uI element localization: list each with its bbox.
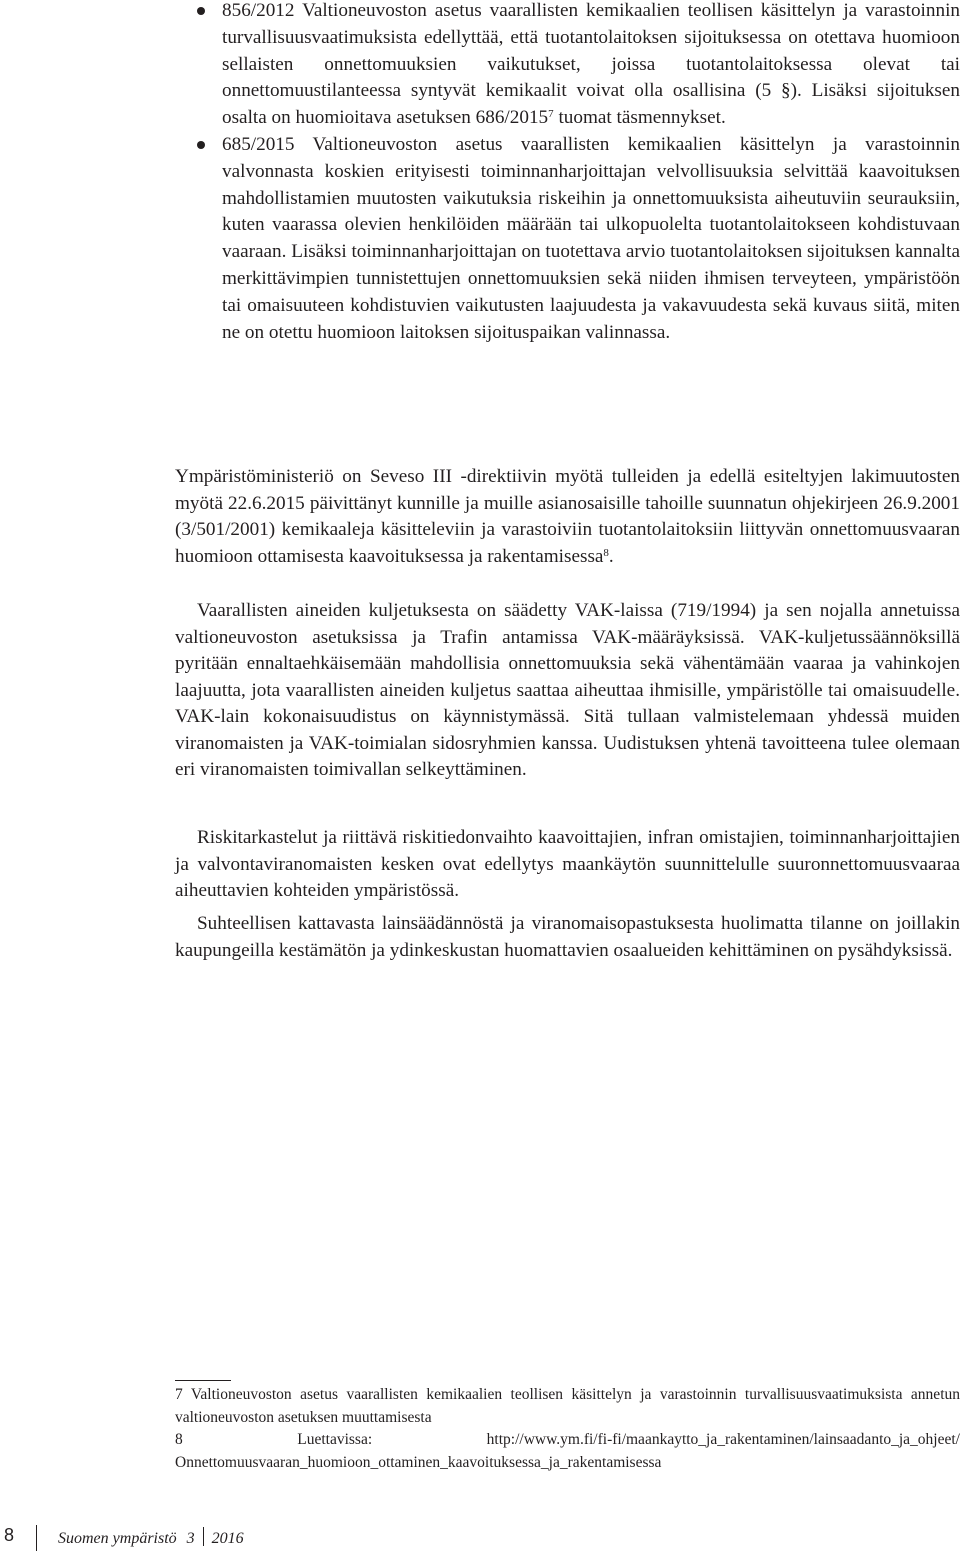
list-item-text: 856/2012 Valtioneuvoston asetus vaarallisten kemikaalien teollisen käsittelyn ja varastoinnin turvallisuusvaatimuksista edellyttää, että tuotantolaitoksen sijoituksessa on otettava huomioon sellaisten onnettomuuksien vaikutukset, joissa tuotantolaitoksessa olevat tai onnettomuustilanteessa syntyvät kemikaalit voivat olla osallisina (5 §). Lisäksi sijoituksen osalta on huomioitava asetuksen 686/2015 (222, 0, 960, 129)
issue-number: 3 (186, 1530, 195, 1547)
body-paragraph: Suhteellisen kattavasta lainsäädännöstä ja viranomaisopastuksesta huolimatta tilanne on joillakin kaupungeilla kestämätön ja ydinkeskustan huomattavien osaalueiden kehittäminen on pysähdyksissä. (175, 913, 960, 961)
footer-divider (36, 1525, 37, 1551)
list-item (175, 0, 960, 132)
bullet-icon (197, 141, 205, 149)
footnote-ref[interactable]: 8 (603, 546, 609, 559)
footnotes (175, 1384, 960, 1474)
body-paragraph: Vaarallisten aineiden kuljetuksesta on säädetty VAK-laissa (719/1994) ja sen nojalla annetuissa valtioneuvoston asetuksissa ja Trafin antamissa VAK-määräyksissä. VAK-kuljetussäännöksillä pyritään ennaltaehkäisemään mahdollisia onnettomuuksia sekä vähentämään vaaraa ja vahinkojen laajuutta, jota vaarallisten aineiden kuljetus saattaa aiheuttaa ihmisille, ympäristölle tai omaisuudelle. VAK-lain kokonaisuudistus on käynnistymässä. Sitä tullaan valmistelemaan yhdessä muiden viranomaisten ja VAK-toimialan sidosryhmien kanssa. Uudistuksen yhtenä tavoitteena tulee olemaan eri viranomaisten toimivallan selkeyttäminen. (175, 600, 960, 780)
footnote-ref[interactable]: 7 (548, 108, 554, 121)
paragraph-text: Ympäristöministeriö on Seveso III -direktiivin myötä tulleiden ja edellä esiteltyjen lakimuutosten myötä 22.6.2015 päivittänyt kunnille ja muille asianosaisille tahoille suunnatun ohjekirjeen 26.9.2001 (3/501/2001) kemikaaleja käsitteleviin ja varastoiviin tuotantolaitoksiin liittyvän onnettomuusvaaran huomioon ottamisesta kaavoituksessa ja rakentamisessa (175, 466, 960, 567)
page-footer (0, 1525, 300, 1551)
footnote: 8 Luettavissa: http://www.ym.fi/fi-fi/maankaytto_ja_rakentaminen/lainsaadanto_ja_ohjeet/ Onnettomuusvaaran_huomioon_ottaminen_kaavoituksessa_ja_rakentamisessa (175, 1431, 960, 1471)
footnote-divider (175, 1380, 231, 1381)
body-paragraph: Riskitarkastelut ja riittävä riskitiedonvaihto kaavoittajien, infran omistajien, toiminnanharjoittajien ja valvontaviranomaisten kesken ovat edellytys maankäytön suunnittelulle suuronnettomuusvaaraa aiheuttavien kohteiden ympäristössä. (175, 827, 960, 901)
bullet-icon (197, 7, 205, 15)
body-paragraph (175, 464, 960, 570)
list-item (175, 132, 960, 346)
footnote: 7 Valtioneuvoston asetus vaarallisten kemikaalien teollisen käsittelyn ja varastoinnin turvallisuusvaatimuksista annetun valtioneuvoston asetuksen muuttamisesta (175, 1386, 960, 1426)
list-item-text-end: tuomat täsmennykset. (553, 107, 726, 129)
paragraph-text-end: . (608, 545, 614, 567)
publication-title: Suomen ympäristö (58, 1530, 177, 1547)
regulation-list (175, 0, 960, 346)
list-item-text: 685/2015 Valtioneuvoston asetus vaarallisten kemikaalien käsittelyn ja varastoinnin valvonnasta koskien erityisesti toiminnanharjoittajan velvollisuuksia selvittää kaavoituksen mahdollistamien muutosten vaikutuksia riskeihin ja onnettomuuksista aiheutuviin seurauksiin, kuten vaarassa olevien henkilöiden määrään tai ulkopuolelta tuotantolaitokseen kohdistuvaan vaaraan. Lisäksi toiminnanharjoittajan on tuotettava arvio tuotantolaitoksen sijoituksen kannalta merkittävimpien tunnistettujen onnettomuuksien sekä niiden ihmisen terveyteen, ympäristöön tai omaisuuteen kohdistuvien vaikutusten laajuudesta ja vakavuudesta sekä kuvaus siitä, miten ne on otettu huomioon laitoksen sijoituspaikan valinnassa. (222, 133, 960, 343)
footer-separator (203, 1527, 204, 1546)
publication-info (58, 1527, 244, 1548)
page-number: 8 (4, 1525, 15, 1545)
publication-year: 2016 (211, 1530, 244, 1547)
